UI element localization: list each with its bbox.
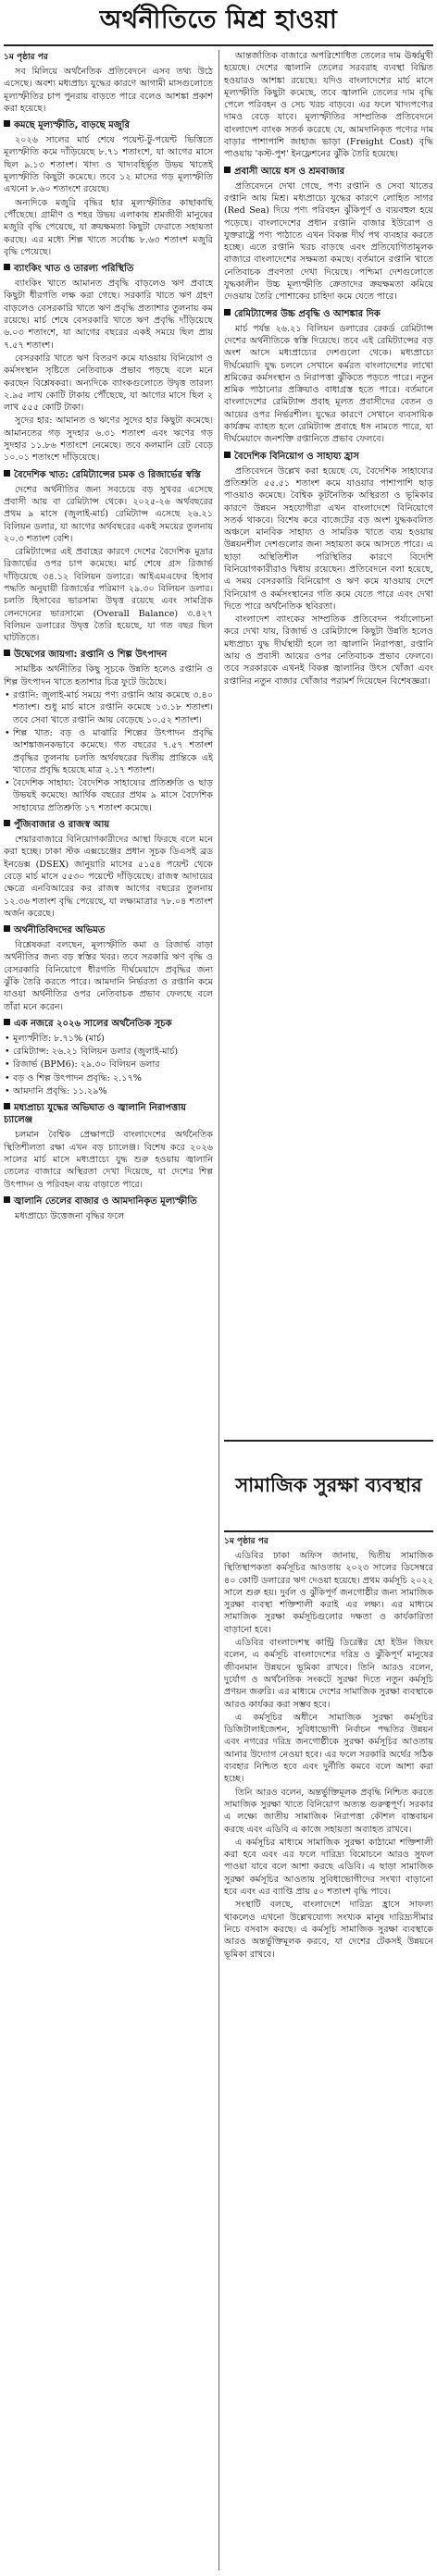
list-item: • শিল্প খাত: বড় ও মাঝারি শিল্পের উৎপাদন প্রবৃদ্ধি আশঙ্কাজনকভাবে কমেছে। গত বছরের ৭.৫৭ শতাংশ প্রবৃদ্ধির তুলনায় চলতি অর্থবছরের দ্বিতীয় প্রান্তিকে এই খাতের প্রবৃদ্ধি হয়েছে মাত্র ২.১৭ শতাংশ।	[4, 727, 213, 776]
paragraph: রেমিট্যান্সের এই প্রবাহের কারণে দেশের বৈদেশিক মুদ্রার রিজার্ভের ওপর চাপ কমেছে। মার্চ শেষে গ্রস রিজার্ভ দাঁড়িয়েছে ৩৪.১২ বিলিয়ন ডলারে। আইএমএফের হিসাব পদ্ধতি অনুযায়ী রিজার্ভের পরিমাণ ২৯.৩০ বিলিয়ন ডলার। চলতি হিসাবের ভারসাম্য উদ্বৃত্ত রয়েছে এবং সামগ্রিক লেনদেনের ভারসাম্যে (Overall Balance) ৩.৪২৭ বিলিয়ন ডলারের উদ্বৃত্ত তৈরি হয়েছে, যা গত বছর ছিল ঘাটতিতে।	[4, 547, 213, 644]
paragraph: প্রতিবেদনে উল্লেখ করা হয়েছে যে, বৈদেশিক সাহায্যের প্রতিশ্রুতি ৫৫.৫১ শতাংশ কমে যাওয়ার পাশাপাশি ছাড় পাওয়াও কমেছে। বৈশ্বিক কূটনৈতিক অস্থিরতা ও ভূমিকার কারণে উন্নয়ন সহযোগীরা এখন বাংলাদেশে বিনিয়োগে সতর্ক থাকবে। বিশেষ করে বাজেটের বড় অংশ যুদ্ধকবলিত অঞ্চলে মানবিক সাহায্য ও সামরিক খাতে ব্যয় হওয়ায় উন্নয়নশীল দেশগুলোর জন্য সহায়তা কমে আসতে পারে। এ ছাড়া অস্থিতিশীল পরিস্থিতির কারণে বিদেশি বিনিয়োগকারীরাও দ্বিধায় রয়েছেন। প্রতিবেদনে বলা হয়েছে, এ সময় বেসরকারি বিনিয়োগ ও ঋণ কমে যাওয়ায় দেশে বিনিয়োগ ও কর্মসংস্থানের গতি কমে যেতে পারে এবং দেখা দিতে পারে অর্থনৈতিক স্থবিরতা।	[224, 465, 433, 612]
square-bullet-icon	[4, 470, 10, 477]
paragraph: সংস্থাটি বলছে, বাংলাদেশে দারিদ্র্য হ্রাসে সাফল্য থাকলেও এখনো উল্লেখযোগ্য সংখ্যক মানুষ দারিদ্র্যসীমার নিচে বসবাস করছে। এ কর্মসূচি সামাজিক সুরক্ষা ব্যবস্থাকে আরও অন্তর্ভুক্তিমূলক করবে, যা দেশের টেকসই উন্নয়নে ভূমিকা রাখবে।	[224, 1900, 433, 1960]
square-bullet-icon	[4, 1103, 10, 1109]
square-bullet-icon	[4, 925, 10, 932]
section-heading: বৈদেশিক খাত: রেমিট্যান্সের চমক ও রিজার্ভের স্বস্তি	[4, 469, 213, 481]
headline-text: অর্থনীতিতে মিশ্র হাওয়া	[99, 5, 338, 34]
section-heading: উদ্বেগের জায়গা: রপ্তানি ও শিল্প উৎপাদন	[4, 649, 213, 661]
square-bullet-icon	[4, 264, 10, 270]
paragraph: এ কর্মসূচির অধীনে সামাজিক সুরক্ষা কর্মসূচির ডিজিটালাইজেশন, সুবিধাভোগী নির্বাচন পদ্ধতির উন্নয়ন এবং নগরের দরিদ্র জনগোষ্ঠীকে সুরক্ষা কর্মসূচির আওতায় আনার উদ্যোগ নেওয়া হবে। এর ফলে সরকারি অর্থের সঠিক ব্যবহার নিশ্চিত হবে এবং দুর্নীতি কমবে বলে আশা করা হচ্ছে।	[224, 1712, 433, 1785]
paragraph: তিনি আরও বলেন, অন্তর্ভুক্তিমূলক প্রবৃদ্ধি নিশ্চিত করতে সামাজিক সুরক্ষা খাতে বিনিয়োগ অত্যন্ত গুরুত্বপূর্ণ। সরকার এ লক্ষ্যে জাতীয় সামাজিক নিরাপত্তা কৌশল বাস্তবায়ন করছে এবং এডিবি এ কাজে সহায়তা অব্যাহত রাখবে।	[224, 1787, 433, 1835]
paragraph: বিশ্লেষকরা বলছেন, মূল্যস্ফীতি কমা ও রিজার্ভ বাড়া অর্থনীতির জন্য বড় স্বস্তির খবর। তবে সরকারি ঋণ বৃদ্ধি ও বেসরকারি বিনিয়োগে ধীরগতি দীর্ঘমেয়াদে প্রবৃদ্ধির জন্য ঝুঁকি তৈরি করতে পারে। আমদানি নির্ভরতা ও রপ্তানি কমে যাওয়া অর্থনীতির ওপর নেতিবাচক প্রভাব ফেলছে বলে তাঁরা মনে করেন।	[4, 940, 213, 1012]
headline	[0, 0, 437, 43]
paragraph: সুদের হার: আমানত ও ঋণের সুদের হার কিছুটা কমেছে। আমানতের গড় সুদহার ৬.৩১ শতাংশ এবং ঋণের গড় সুদহার ১১.৮৬ শতাংশে নেমেছে। তবে কলমানি রেট বেড়ে ১০.০১ শতাংশে দাঁড়িয়েছে।	[4, 415, 213, 464]
continued-marker: ১ম পৃষ্ঠার পর	[224, 1537, 268, 1546]
list-item: • রপ্তানি: জুলাই-মার্চ সময়ে পণ্য রপ্তানি আয় কমেছে ৩.৪০ শতাংশ। শুধু মার্চ মাসে রপ্তানি কমেছে ১৩.১৮ শতাংশ। তবে সেবা খাতে রপ্তানি আয় বেড়েছে ১০.৫২ শতাংশ।	[4, 689, 213, 726]
section-heading: পুঁজিবাজার ও রাজস্ব আয়	[4, 819, 213, 831]
second-headline-text: সামাজিক সুরক্ষা ব্যবস্থার	[235, 1473, 422, 1496]
continued-marker: ১ম পৃষ্ঠার পর	[4, 53, 48, 62]
paragraph: চলমান বৈশ্বিক প্রেক্ষাপটে বাংলাদেশের অর্থনৈতিক স্থিতিশীলতা রক্ষা এখন বড় চ্যালেঞ্জ। বিশেষ করে ২০২৬ সালের মার্চ মাসে মধ্যপ্রাচ্যে যুদ্ধ শুরু হওয়ায় জ্বালানি তেলের বাজারে অস্থিরতা দেখা দিয়েছে, যা দেশের শিল্প উৎপাদন ও পরিবহন ব্যয় বাড়াতে পারে।	[4, 1130, 213, 1190]
section-heading: কমছে মূল্যস্ফীতি, বাড়ছে মজুরি	[4, 119, 213, 131]
paragraph: বাংলাদেশ ব্যাংকের সাম্প্রতিক প্রতিবেদন পর্যালোচনা করে দেখা যায়, রিজার্ভ ও রেমিট্যান্সে কিছুটা উন্নতি হলেও মধ্যপ্রাচ্য যুদ্ধ দীর্ঘস্থায়ী হলে তা জ্বালানি নিরাপত্তা, রপ্তানি আয় ও প্রবাসী আয়ের ওপর নেতিবাচক প্রভাব ফেলবে। তবে সরকারকে এখনই বিকল্প জ্বালানির উৎস খোঁজা এবং রপ্তানির নতুন বাজার খোঁজার পরামর্শ দিয়েছেন বিশেষজ্ঞরা।	[224, 614, 433, 687]
square-bullet-icon	[4, 120, 10, 127]
paragraph: ব্যাংকিং খাতে আমানত প্রবৃদ্ধি বাড়লেও ঋণ প্রবাহে কিছুটা ধীরগতি লক্ষ করা গেছে। সরকারি খাতে ঋণ গ্রহণ বাড়লেও বেসরকারি খাতে ঋণ প্রবৃদ্ধি প্রত্যাশার তুলনায় কম রয়েছে। মার্চ শেষে বেসরকারি খাতে ঋণ প্রবৃদ্ধি দাঁড়িয়েছে ৬.০৩ শতাংশে, যা আগের বছরের একই সময়ে ছিল প্রায় ৭.৫৭ শতাংশ।	[4, 279, 213, 351]
second-headline	[224, 1440, 433, 1532]
paragraph: অন্যদিকে মজুরি বৃদ্ধির হার মূল্যস্ফীতির কাছাকাছি পৌঁছেছে। গ্রামীণ ও শহর উভয় এলাকায় শ্রমজীবী মানুষের মজুরি বৃদ্ধি পেয়েছে, যা ক্রয়ক্ষমতা কিছুটা ফেরাতে সহায়তা করছে। এর মধ্যে শিল্প খাতে সর্বোচ্চ ৮.৬৩ শতাংশ মজুরি বৃদ্ধি পেয়েছে।	[4, 197, 213, 257]
list-item: • রেমিট্যান্স: ২৬.২১ বিলিয়ন ডলার (জুলাই-মার্চ)	[4, 1046, 213, 1058]
section-heading: এক নজরে ২০২৬ সালের অর্থনৈতিক সূচক	[4, 1018, 213, 1030]
square-bullet-icon	[4, 1019, 10, 1025]
list-item: • মূল্যস্ফীতি: ৮.৭১% (মার্চ)	[4, 1033, 213, 1045]
section-heading: বৈদেশিক বিনিয়োগ ও সাহায্য হ্রাস	[224, 451, 433, 463]
list-item: • বড় ও শিল্প উৎপাদন প্রবৃদ্ধি: ২.১৭%	[4, 1072, 213, 1084]
paragraph: এডিবির বাংলাদেশস্থ কান্ট্রি ডিরেক্টর হো ইউন জিয়ং বলেন, এ কর্মসূচি বাংলাদেশের দরিদ্র ও ঝুঁকিপূর্ণ মানুষের জীবনমান উন্নয়নে ভূমিকা রাখবে। তিনি আরও বলেন, দুর্যোগ ও অর্থনৈতিক সংকটে সুরক্ষা দিতে নতুন কর্মসূচি প্রণয়ন জরুরি। এর মাধ্যমে দেশের সামাজিক সুরক্ষা ব্যবস্থাকে আরও কার্যকর করা সম্ভব হবে।	[224, 1638, 433, 1710]
right-column	[224, 50, 433, 1477]
paragraph: মার্চ পর্যন্ত ২৬.২১ বিলিয়ন ডলারের রেকর্ড রেমিট্যান্স দেশের অর্থনীতিকে স্বস্তি দিয়েছে। তবে এই রেমিট্যান্সের বড় অংশ আসে মধ্যপ্রাচ্যের দেশগুলো থেকে। মধ্যপ্রাচ্যে দীর্ঘমেয়াদি যুদ্ধ চললে সেখানে কর্মরত বাংলাদেশের লাখো শ্রমিকের কর্মসংস্থান ও নিরাপত্তা ঝুঁকিতে পড়তে পারে। নতুন শ্রমিক পাঠানোর প্রক্রিয়াও বাধাগ্রস্ত হতে পারে। বর্তমানে বাংলাদেশের রেমিট্যান্স প্রবাহ মূলত প্রবাসীদের বেতন ও আয়ের ওপর নির্ভরশীল। যুদ্ধের কারণে সেখানে ব্যবসায়িক কার্যক্রম ব্যাহত হলে রেমিট্যান্স প্রবাহে ধস নামতে পারে, যা দীর্ঘমেয়াদে জনশক্তি রপ্তানিতে প্রভাব ফেলবে।	[224, 323, 433, 445]
second-article	[224, 1534, 433, 2572]
square-bullet-icon	[224, 309, 231, 316]
paragraph: আন্তর্জাতিক বাজারে অপরিশোধিত তেলের দাম ঊর্ধ্বমুখী হয়েছে। দেশের জ্বালানি তেলের সরবরাহ ব্যবস্থা বিঘ্নিত হওয়ারও আশঙ্কা রয়েছে। যদিও বাংলাদেশের মার্চ মাসে মূল্যস্ফীতি কিছুটা কমেছে, তবে জ্বালানি তেলের দাম বৃদ্ধি পেলে পরিবহন ও সেচ খরচ বাড়বে। এর ফলে খাদ্যপণ্যের দামও বেড়ে যাবে। মূল্যস্ফীতির সাম্প্রতিক প্রতিবেদনে বাংলাদেশ ব্যাংক সতর্ক করেছে যে, আমদানিকৃত পণ্যের দাম বাড়ার পাশাপাশি জাহাজ ভাড়া (Freight Cost) বৃদ্ধি পাওয়ায় 'কস্ট-পুশ' ইনফ্লেশনের ঝুঁকি তৈরি হয়েছে।	[224, 51, 433, 160]
column-divider	[218, 50, 219, 2570]
paragraph: শেয়ারবাজারে বিনিয়োগকারীদের আস্থা ফিরছে বলে মনে করা হচ্ছে। ঢাকা স্টক এক্সচেঞ্জের প্রধান সূচক ডিএসই ব্রড ইনডেক্স (DSEX) জানুয়ারি মাসের ৫১৫৪ পয়েন্ট থেকে বেড়ে মার্চ মাসে ৫৫৩০ পয়েন্টে দাঁড়িয়েছে। রাজস্ব আদায়ের ক্ষেত্রে এনবিআরের কর রাজস্ব আগের বছরের তুলনায় ১২.৩৬ শতাংশ বৃদ্ধি পেয়েছে, যা লক্ষ্যমাত্রার ৭৮.০৪ শতাংশ অর্জন করেছে।	[4, 835, 213, 919]
left-column	[4, 50, 213, 2572]
paragraph: সামষ্টিক অর্থনীতির কিছু সূচকে উন্নতি হলেও রপ্তানি ও শিল্প উৎপাদন খাতে হতাশার চিত্র ফুটে উঠেছে।	[4, 664, 213, 687]
section-heading: অর্থনীতিবিদদের অভিমত	[4, 924, 213, 936]
headline-rule	[4, 44, 433, 46]
paragraph: এ কর্মসূচির মাধ্যমে সামাজিক সুরক্ষা কাঠামো শক্তিশালী করা হবে এবং এর ফলে দারিদ্র্য বিমোচনে আরও সুফল পাওয়া যাবে বলে আশা করছে এডিবি। এ ছাড়া সামাজিক সুরক্ষা কর্মসূচির আওতায় সুবিধাভোগীদের সংখ্যা বাড়ানো হবে এবং এর ব্যাপ্তি প্রায় ৫০ শতাংশ বৃদ্ধি পাবে।	[224, 1837, 433, 1898]
square-bullet-icon	[224, 452, 231, 458]
paragraph: মধ্যপ্রাচ্যে উত্তেজনা বৃদ্ধির ফলে	[15, 1210, 125, 1221]
paragraph: প্রতিবেদনে দেখা গেছে, পণ্য রপ্তানি ও সেবা খাতের রপ্তানি আয় মিশ্র। মধ্যপ্রাচ্যে যুদ্ধের কারণে লোহিত সাগর (Red Sea) দিয়ে পণ্য পরিবহন ঝুঁকিপূর্ণ ও ব্যয়বহুল হয়ে পড়েছে। বাংলাদেশের প্রধান রপ্তানি বাজার ইউরোপ ও যুক্তরাষ্ট্রে পণ্য পাঠাতে এখন বিকল্প দীর্ঘ পথ ব্যবহার করতে হচ্ছে। এতে রপ্তানি খরচ বাড়ছে এবং প্রতিযোগিতামূলক বাজারে বাংলাদেশের সক্ষমতা কমছে। বর্তমানে রপ্তানি খাতে নেতিবাচক প্রবণতা দেখা দিয়েছে। পশ্চিমা দেশগুলোতে যুদ্ধকালীন উচ্চ মূল্যস্ফীতি ক্রেতাদের ক্রয়ক্ষমতা কমিয়ে দেওয়ায় তৈরি পোশাকের চাহিদা কমে যেতে পারে।	[224, 180, 433, 303]
paragraph: বেসরকারি খাতে ঋণ বিতরণ কমে যাওয়ায় বিনিয়োগ ও কর্মসংস্থান সৃষ্টিতে নেতিবাচক প্রভাব পড়ছে বলে মনে করছেন বিশ্লেষকরা। অন্যদিকে ব্যাংকগুলোতে উদ্বৃত্ত তারল্য ২.৯৫ লাখ কোটি টাকায় পৌঁছেছে, যা আগের মাসে ছিল ২ লাখ ৫৫৫ কোটি টাকা।	[4, 353, 213, 414]
paragraph: ২০২৬ সালের মার্চ শেষে পয়েন্ট-টু-পয়েন্ট ভিত্তিতে মূল্যস্ফীতি কমে দাঁড়িয়েছে ৮.৭১ শতাংশে, যা আগের মাসে ছিল ৯.১৩ শতাংশ। খাদ্য ও খাদ্যবহির্ভূত উভয় খাতেই মূল্যস্ফীতি কিছুটা কমেছে। তবে ১২ মাসের গড় মূল্যস্ফীতি এখনো ৮.৬০ শতাংশে রয়েছে।	[4, 135, 213, 195]
square-bullet-icon	[4, 820, 10, 826]
intro-paragraph: সব মিলিয়ে অর্থনৈতিক প্রতিবেদনে এসব তথ্য উঠে এসেছে। অবশ্য মধ্যপ্রাচ্য যুদ্ধের কারণে আগামী মাসগুলোতে মূল্যস্ফীতির চাপ পুনরায় বাড়তে পারে বলেও আশঙ্কা প্রকাশ করা হয়েছে।	[4, 67, 213, 114]
list-item: • রিজার্ভ (BPM6): ২৯.৩০ বিলিয়ন ডলার	[4, 1059, 213, 1071]
square-bullet-icon	[224, 167, 231, 173]
list-item: • আমদানি প্রবৃদ্ধি: ১১.২৯%	[4, 1085, 213, 1097]
square-bullet-icon	[4, 650, 10, 656]
list-item: • বৈদেশিক সাহায্য: বৈদেশিক সাহায্যের প্রতিশ্রুতি ও ছাড় উভয়ই কমেছে। আর্থিক বছরের প্রথম ৯ মাসে বৈদেশিক সাহায্যের প্রতিশ্রুতি ১৭ শতাংশ কমেছে।	[4, 777, 213, 814]
section-heading: প্রবাসী আয়ে ধস ও শ্রমবাজার	[224, 166, 433, 178]
section-heading: রেমিট্যান্সের উচ্চ প্রবৃদ্ধি ও আশঙ্কার দিক	[224, 308, 433, 320]
section-heading: জ্বালানি তেলের বাজার ও আমদানিকৃত মূল্যস্ফীতি	[4, 1195, 213, 1208]
section-heading: ব্যাংকিং খাত ও তারল্য পরিস্থিতি	[4, 263, 213, 275]
section-heading: মধ্যপ্রাচ্য যুদ্ধের অভিঘাত ও জ্বালানি নিরাপত্তায় চ্যালেঞ্জ	[4, 1103, 186, 1126]
paragraph: দেশের অর্থনীতির জন্য সবচেয়ে বড় সুখবর এসেছে প্রবাসী আয় বা রেমিট্যান্স থেকে। ২০২৫-২৬ অর্থবছরের প্রথম ৯ মাসে (জুলাই-মার্চ) রেমিট্যান্স এসেছে ২৬.২১ বিলিয়ন ডলার, যা আগের অর্থবছরের একই সময়ের তুলনায় ২০.৩ শতাংশ বেশি।	[4, 484, 213, 544]
square-bullet-icon	[4, 1196, 10, 1203]
paragraph: এডিবির ঢাকা অফিস জানায়, দ্বিতীয় সামাজিক স্থিতিস্থাপকতা কর্মসূচির আওতায় ২০২৩ সালের ডিসেম্বরে ৪০ কোটি ডলারের ঋণ দেওয়া হয়েছে। প্রথম কর্মসূচি ২০২২ সালে শুরু হয়। দুর্বল ও ঝুঁকিপূর্ণ জনগোষ্ঠীর জন্য সামাজিক সুরক্ষা ব্যবস্থা শক্তিশালী করাই এর লক্ষ্য। এর মাধ্যমে সামাজিক সুরক্ষা কর্মসূচিগুলোর দক্ষতা ও কার্যকারিতা বাড়ানো হবে।	[224, 1551, 433, 1635]
